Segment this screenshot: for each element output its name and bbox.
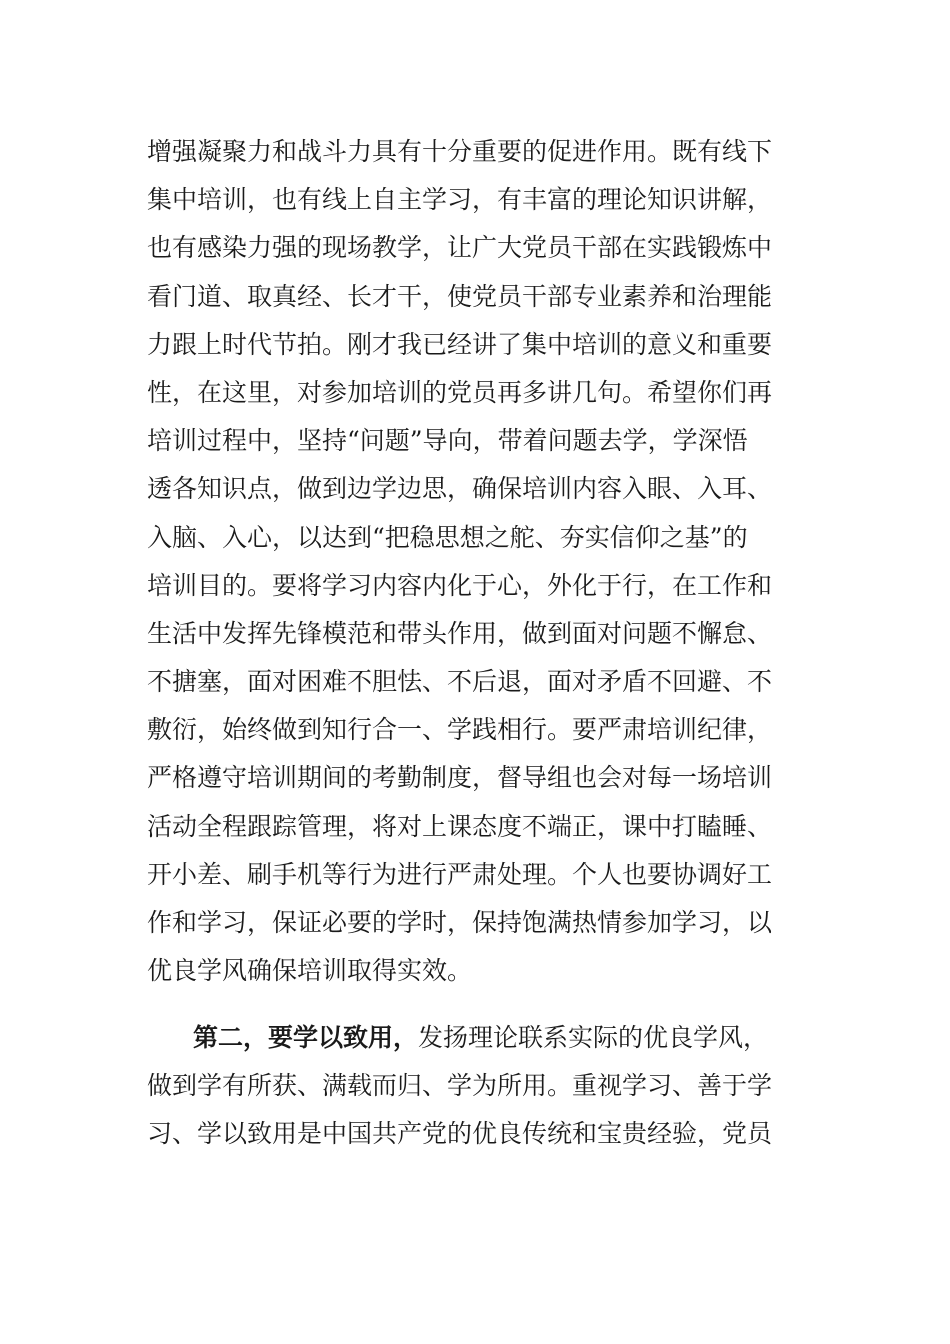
paragraph-line: 敷衍，始终做到知行合一、学践相行。要严肃培训纪律， (147, 715, 773, 745)
paragraph-line: 性，在这里，对参加培训的党员再多讲几句。希望你们再 (147, 377, 773, 407)
paragraph-line: 力跟上时代节拍。刚才我已经讲了集中培训的意义和重要 (147, 329, 773, 359)
paragraph-line: 也有感染力强的现场教学，让广大党员干部在实践锻炼中 (147, 233, 773, 263)
paragraph-line: 增强凝聚力和战斗力具有十分重要的促进作用。既有线下 (147, 137, 773, 166)
paragraph-line: 透各知识点，做到边学边思，确保培训内容入眼、入耳、 (147, 474, 773, 504)
paragraph-line: 开小差、刷手机等行为进行严肃处理。个人也要协调好工 (147, 859, 773, 889)
paragraph-line: 培训目的。要将学习内容内化于心，外化于行，在工作和 (147, 570, 773, 600)
paragraph-first-line (147, 1014, 787, 1062)
paragraph-line: 优良学风确保培训取得实效。 (147, 956, 473, 986)
paragraph-line: 做到学有所获、满载而归、学为所用。重视学习、善于学 (147, 1071, 773, 1101)
paragraph-line: 集中培训，也有线上自主学习，有丰富的理论知识讲解， (147, 185, 773, 215)
paragraph-line-rest: 发扬理论联系实际的优良学风， (418, 1023, 769, 1052)
paragraph-line: 入脑、入心，以达到“把稳思想之舵、夯实信仰之基”的 (147, 522, 748, 552)
paragraph-line: 严格遵守培训期间的考勤制度，督导组也会对每一场培训 (147, 763, 773, 793)
paragraph-line: 不搪塞，面对困难不胆怯、不后退，面对矛盾不回避、不 (147, 667, 773, 697)
paragraph-line: 生活中发挥先锋模范和带头作用，做到面对问题不懈怠、 (147, 618, 773, 648)
paragraph-1 (147, 128, 787, 995)
paragraph-2 (147, 1014, 787, 1159)
paragraph-line: 活动全程跟踪管理，将对上课态度不端正，课中打瞌睡、 (147, 811, 773, 841)
paragraph-line: 作和学习，保证必要的学时，保持饱满热情参加学习，以 (147, 908, 773, 937)
section-heading: 第二，要学以致用， (193, 1023, 419, 1052)
paragraph-line: 看门道、取真经、长才干，使党员干部专业素养和治理能 (147, 281, 773, 311)
paragraph-line: 习、学以致用是中国共产党的优良传统和宝贵经验，党员 (147, 1119, 773, 1149)
paragraph-line: 培训过程中，坚持“问题”导向，带着问题去学，学深悟 (147, 426, 748, 456)
